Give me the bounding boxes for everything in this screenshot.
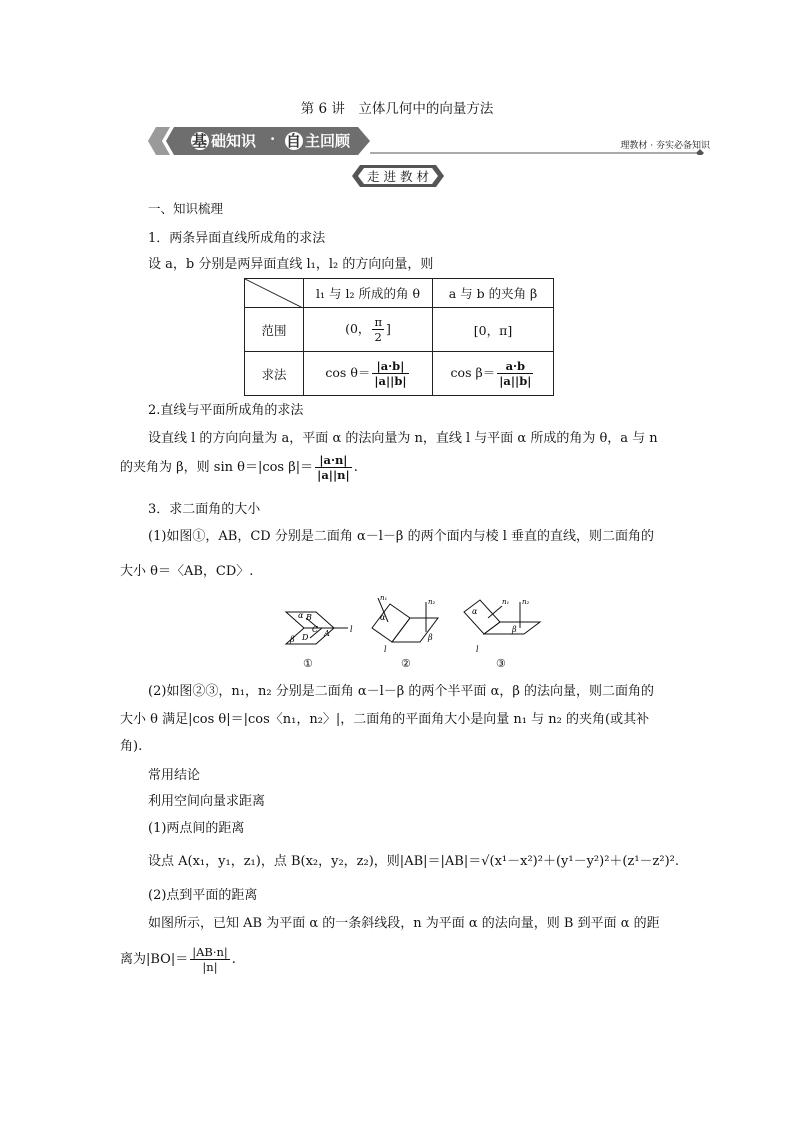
d2-line1: 如图所示，已知 AB 为平面 α 的一条斜线段，n 为平面 α 的法向量，则 B 到平面 α 的距: [148, 916, 660, 931]
svg-text:l: l: [350, 625, 353, 634]
table-corner: [245, 279, 304, 308]
banner-char-1: 基: [192, 132, 208, 150]
d2-line2: [120, 945, 236, 974]
table-range-theta: [304, 308, 433, 352]
svg-text:l: l: [384, 645, 387, 654]
d1-heading: (1)两点间的距离: [148, 821, 245, 836]
svg-text:α: α: [380, 613, 386, 622]
s2-den: |a||n|: [317, 468, 350, 482]
banner-char-2: 自: [286, 132, 302, 150]
svg-text:β: β: [290, 635, 295, 644]
figure-label-3: ③: [496, 657, 506, 670]
cos-theta-frac: [372, 359, 408, 388]
cos-beta-num: a·b: [497, 359, 533, 374]
s3-p2-line2: 大小 θ 满足|cos θ|＝|cos〈n₁，n₂〉|，二面角的平面角大小是向量 n₁ 与 n₂ 的夹角(或其补: [120, 712, 650, 727]
cos-beta-prefix: cos β＝: [450, 365, 496, 380]
badge-label: 走 进 教 材: [367, 169, 429, 184]
range-left: (0，: [345, 321, 371, 336]
cos-theta-num: |a·b|: [372, 359, 408, 374]
table-header-theta: l₁ 与 l₂ 所成的角 θ: [304, 279, 433, 308]
banner-subtitle: 理教材 · 夯实必备知识: [620, 141, 710, 151]
svg-text:n₁: n₁: [502, 598, 510, 606]
svg-text:β: β: [428, 633, 433, 642]
d2-heading: (2)点到平面的距离: [148, 888, 258, 903]
svg-text:β: β: [512, 625, 517, 634]
svg-text:C: C: [312, 625, 319, 634]
banner-text-2: 主回顾: [305, 132, 351, 150]
table-row-method-label: 求法: [245, 352, 304, 396]
d2-suffix: .: [231, 952, 236, 967]
page-title: 第 6 讲 立体几何中的向量方法: [300, 101, 494, 117]
svg-text:α: α: [298, 611, 304, 620]
s2-num: |a·n|: [315, 453, 352, 468]
svg-text:n₂: n₂: [522, 598, 530, 606]
range-right: ]: [386, 321, 391, 336]
table-range-beta: [0，π]: [433, 308, 554, 352]
d1-text: 设点 A(x₁，y₁，z₁)，点 B(x₂，y₂，z₂)，则|AB|＝|AB|＝√(x¹－x²)²＋(y¹－y²)²＋(z¹－z²)².: [148, 854, 680, 869]
svg-text:α: α: [472, 607, 478, 616]
cos-theta-den: |a||b|: [374, 374, 407, 388]
s3-p2-line1: (2)如图②③，n₁，n₂ 分别是二面角 α－l－β 的两个半平面 α，β 的法向量，则二面角的: [148, 684, 654, 699]
cos-beta-frac: [497, 359, 533, 388]
svg-text:l: l: [476, 645, 479, 654]
s2-frac: [315, 453, 352, 482]
s2-suffix: .: [353, 460, 358, 475]
conclusion-sub: 利用空间向量求距离: [148, 794, 266, 809]
banner-dot: ·: [270, 130, 276, 148]
s3-p1-line2: 大小 θ＝〈AB，CD〉.: [120, 564, 254, 579]
banner-text-1: 础知识: [211, 132, 257, 150]
d2-den: |n|: [202, 960, 218, 974]
svg-text:A: A: [324, 629, 330, 638]
cos-beta-den: |a||b|: [499, 374, 532, 388]
s2-line2: [120, 453, 358, 482]
s3-p2-line3: 角).: [120, 739, 143, 754]
table-row-range-label: 范围: [245, 308, 304, 352]
d2-frac: [190, 945, 230, 974]
s3-p1-line1: (1)如图①，AB，CD 分别是二面角 α－l－β 的两个面内与棱 l 垂直的直线，则二面角的: [148, 529, 654, 544]
section-heading: 一、知识梳理: [148, 201, 224, 216]
figure-label-1: ①: [303, 657, 313, 670]
dihedral-figures: [276, 588, 566, 672]
svg-text:D: D: [302, 633, 309, 642]
table-method-theta: [304, 352, 433, 396]
d2-num: |AB·n|: [192, 945, 228, 959]
table-header-beta: a 与 b 的夹角 β: [433, 279, 554, 308]
s3-heading: 3．求二面角的大小: [148, 502, 261, 517]
s1-intro: 设 a，b 分别是两异面直线 l₁，l₂ 的方向向量，则: [148, 257, 434, 272]
d2-prefix: 离为|BO|＝: [120, 952, 189, 967]
svg-text:n₁: n₁: [380, 594, 388, 602]
pi-den: 2: [374, 330, 382, 344]
cos-theta-prefix: cos θ＝: [325, 365, 371, 380]
table-method-beta: [433, 352, 554, 396]
s2-heading: 2.直线与平面所成角的求法: [148, 403, 304, 418]
conclusion-heading: 常用结论: [148, 768, 201, 783]
pi-num: π: [374, 315, 382, 329]
s2-prefix: 的夹角为 β，则 sin θ＝|cos β|＝: [120, 460, 314, 475]
svg-text:n₂: n₂: [428, 598, 436, 606]
s1-heading: 1．两条异面直线所成角的求法: [148, 231, 326, 246]
pi-over-2: [372, 315, 384, 344]
s2-line1: 设直线 l 的方向向量为 a，平面 α 的法向量为 n，直线 l 与平面 α 所成的角为 θ，a 与 n: [148, 431, 658, 446]
angle-table: [244, 278, 554, 396]
svg-text:B: B: [306, 613, 312, 622]
figure-label-2: ②: [401, 657, 411, 670]
